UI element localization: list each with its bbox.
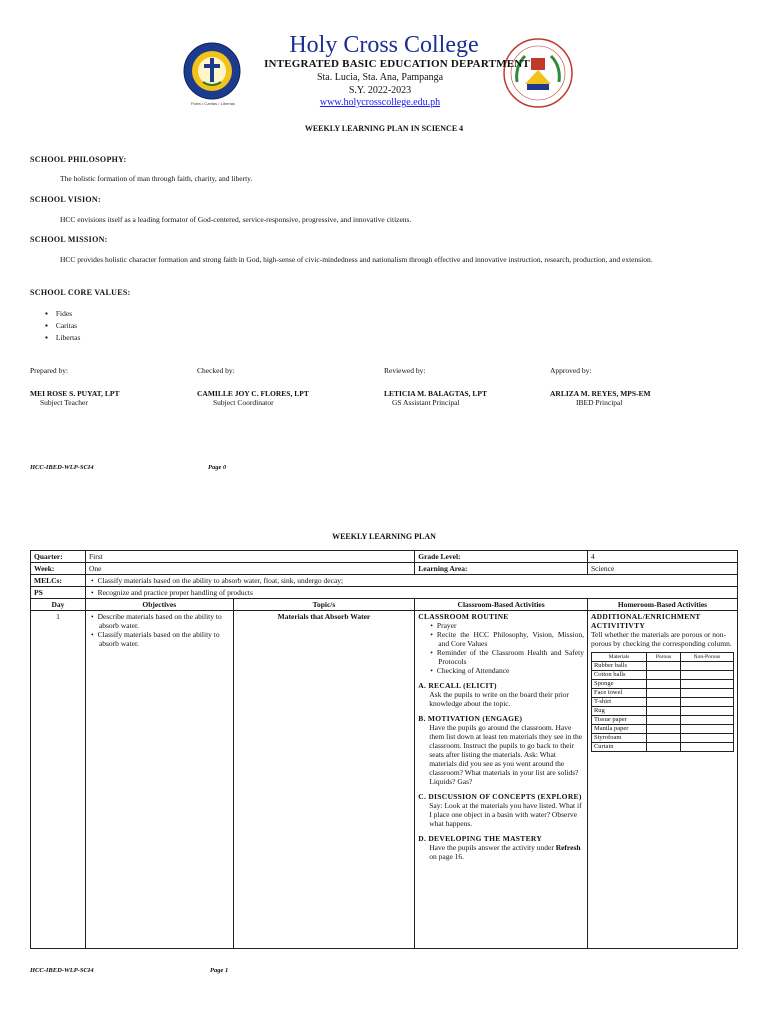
routine-item: • Recite the HCC Philosophy, Vision, Mission, and Core Values xyxy=(428,630,584,648)
college-name: Holy Cross College xyxy=(289,32,479,58)
table-header-row xyxy=(31,599,738,611)
mastery-refresh: Refresh xyxy=(555,843,581,852)
plan-title: WEEKLY LEARNING PLAN xyxy=(332,532,436,541)
ps-value: • Recognize and practice proper handling of products xyxy=(89,588,734,597)
material-name: Rubber balls xyxy=(591,662,646,671)
porous-table xyxy=(591,652,734,752)
signatory-role: Prepared by: xyxy=(30,366,69,375)
material-name: Curtain xyxy=(591,743,646,752)
day-value: 1 xyxy=(31,611,86,949)
objectives-list xyxy=(89,612,230,648)
routine-item: • Checking of Attendance xyxy=(428,666,584,675)
signatory-name: CAMILLE JOY C. FLORES, LPT xyxy=(197,389,309,398)
table-row xyxy=(591,689,733,698)
melcs-value: • Classify materials based on the ability to absorb water, float, sink, undergo decay; xyxy=(89,576,734,585)
signatory-title: IBED Principal xyxy=(576,398,623,407)
table-row xyxy=(591,734,733,743)
column-header: Topic/s xyxy=(233,599,415,611)
recall-body: Ask the pupils to write on the board their prior knowledge about the topic. xyxy=(429,690,570,708)
signatory-role: Approved by: xyxy=(550,366,592,375)
signatory-checked xyxy=(197,366,377,407)
school-year: S.Y. 2022-2023 xyxy=(348,85,412,96)
mission-label: SCHOOL MISSION: xyxy=(30,235,108,244)
signatory-title: GS Assistant Principal xyxy=(392,398,460,407)
mastery-text: Have the pupils answer the activity under xyxy=(429,843,554,852)
porous-cell[interactable] xyxy=(646,680,680,689)
signatory-title: Subject Coordinator xyxy=(213,398,274,407)
table-row xyxy=(591,662,733,671)
non-porous-cell[interactable] xyxy=(680,671,733,680)
non-porous-cell[interactable] xyxy=(680,743,733,752)
objective-item: • Describe materials based on the ability to absorb water. xyxy=(89,612,230,630)
motivation-body: Have the pupils go around the classroom. Have them list down at least ten materials they see in the classroom. Instruct the pupils to go back to their seats after listing the materials. Ask: What materials did you see as you went around the classroom? What materials in your list are solids? Liquids? Gas? xyxy=(429,723,583,786)
table-row xyxy=(591,743,733,752)
table-row xyxy=(591,716,733,725)
mission-text: HCC provides holistic character formation and strong faith in God, high-sense of civic-mindedness and nationalism through effective and innovative instruction, research, production, and extension. xyxy=(60,255,653,264)
material-name: T-shirt xyxy=(591,698,646,707)
document-title: WEEKLY LEARNING PLAN IN SCIENCE 4 xyxy=(304,124,464,133)
signatory-role: Checked by: xyxy=(197,366,235,375)
non-porous-cell[interactable] xyxy=(680,716,733,725)
signatory-prepared xyxy=(30,366,210,407)
core-values-list xyxy=(45,308,80,344)
motivation-heading: B. MOTIVATION (ENGAGE) xyxy=(418,714,523,723)
column-header: Homeroom-Based Activities xyxy=(587,599,737,611)
philosophy-text: The holistic formation of man through faith, charity, and liberty. xyxy=(60,174,253,183)
non-porous-cell[interactable] xyxy=(680,698,733,707)
non-porous-cell[interactable] xyxy=(680,734,733,743)
footer-code: HCC-IBED-WLP-SCI4 xyxy=(30,967,94,974)
core-values-label: SCHOOL CORE VALUES: xyxy=(30,288,131,297)
table-row xyxy=(31,611,738,949)
signatory-role: Reviewed by: xyxy=(384,366,426,375)
quarter-label: Quarter: xyxy=(31,551,86,563)
table-row xyxy=(31,563,738,575)
melcs-label: MELCs: xyxy=(31,575,86,587)
routine-item: • Prayer xyxy=(428,621,584,630)
signatory-name: LETICIA M. BALAGTAS, LPT xyxy=(384,389,488,398)
porous-cell[interactable] xyxy=(646,707,680,716)
ps-label: PS xyxy=(31,587,86,599)
recall-heading: A. RECALL (ELICIT) xyxy=(418,681,497,690)
non-porous-cell[interactable] xyxy=(680,707,733,716)
table-row xyxy=(591,671,733,680)
porous-header: Porous xyxy=(646,653,680,662)
non-porous-cell[interactable] xyxy=(680,662,733,671)
homeroom-instruction: Tell whether the materials are porous or non-porous by checking the corresponding column. xyxy=(590,630,732,648)
material-name: Face towel xyxy=(591,689,646,698)
non-porous-header: Non-Porous xyxy=(680,653,733,662)
material-name: Tissue paper xyxy=(591,716,646,725)
area-label: Learning Area: xyxy=(415,563,588,575)
mastery-text-end: on page 16. xyxy=(429,852,465,861)
column-header: Classroom-Based Activities xyxy=(415,599,588,611)
material-name: Manila paper xyxy=(591,725,646,734)
porous-cell[interactable] xyxy=(646,671,680,680)
materials-header: Materials xyxy=(591,653,646,662)
logo-motto: Fides • Caritas • Libertas xyxy=(191,101,235,106)
routine-heading: CLASSROOM ROUTINE xyxy=(418,612,509,621)
vision-text: HCC envisions itself as a leading formator of God-centered, service-responsive, progressive, and innovative citizens. xyxy=(60,215,412,224)
week-value: One xyxy=(85,563,414,575)
table-row xyxy=(591,698,733,707)
material-name: Sponge xyxy=(591,680,646,689)
core-value-item: ▪ Fides xyxy=(45,308,80,320)
signatory-name: ARLIZA M. REYES, MPS-EM xyxy=(550,389,651,398)
grade-value: 4 xyxy=(587,551,737,563)
grade-label: Grade Level: xyxy=(415,551,588,563)
area-value: Science xyxy=(587,563,737,575)
column-header: Day xyxy=(31,599,86,611)
discussion-body: Say: Look at the materials you have listed. What if I place one object in a basin with water? Observe what happens. xyxy=(429,801,582,828)
table-header-row xyxy=(591,653,733,662)
porous-cell[interactable] xyxy=(646,743,680,752)
homeroom-heading: ADDITIONAL/ENRICHMENT ACTIVITIVTY xyxy=(590,612,701,630)
routine-list xyxy=(418,621,584,675)
table-row xyxy=(31,575,738,587)
table-row xyxy=(31,587,738,599)
classroom-activities xyxy=(415,611,588,949)
signatory-approved xyxy=(550,366,730,407)
porous-cell[interactable] xyxy=(646,734,680,743)
quarter-value: First xyxy=(85,551,414,563)
footer-page-number: Page 1 xyxy=(210,967,229,974)
mastery-body xyxy=(418,843,584,861)
vision-label: SCHOOL VISION: xyxy=(30,195,101,204)
routine-item: • Reminder of the Classroom Health and Safety Protocols xyxy=(428,648,584,666)
website-link[interactable]: www.holycrosscollege.edu.ph xyxy=(319,97,441,108)
mastery-heading: D. DEVELOPING THE MASTERY xyxy=(418,834,543,843)
learning-plan-table xyxy=(30,550,738,949)
philosophy-label: SCHOOL PHILOSOPHY: xyxy=(30,155,127,164)
signatory-reviewed xyxy=(384,366,564,407)
non-porous-cell[interactable] xyxy=(680,725,733,734)
material-name: Rug xyxy=(591,707,646,716)
column-header: Objectives xyxy=(85,599,233,611)
footer-code: HCC-IBED-WLP-SCI4 xyxy=(30,464,94,471)
porous-cell[interactable] xyxy=(646,716,680,725)
table-row xyxy=(591,725,733,734)
porous-cell[interactable] xyxy=(646,725,680,734)
core-value-item: ▪ Libertas xyxy=(45,332,80,344)
objective-item: • Classify materials based on the ability to absorb water. xyxy=(89,630,230,648)
non-porous-cell[interactable] xyxy=(680,680,733,689)
discussion-heading: C. DISCUSSION OF CONCEPTS (EXPLORE) xyxy=(418,792,582,801)
footer-page-number: Page 0 xyxy=(208,464,227,471)
porous-cell[interactable] xyxy=(646,698,680,707)
topic-value: Materials that Absorb Water xyxy=(233,611,415,949)
table-row xyxy=(591,707,733,716)
signatory-title: Subject Teacher xyxy=(40,398,88,407)
address: Sta. Lucia, Sta. Ana, Pampanga xyxy=(316,72,444,83)
table-row xyxy=(591,680,733,689)
porous-cell[interactable] xyxy=(646,662,680,671)
core-value-item: ▪ Caritas xyxy=(45,320,80,332)
porous-cell[interactable] xyxy=(646,689,680,698)
table-row xyxy=(31,551,738,563)
material-name: Styrofoam xyxy=(591,734,646,743)
non-porous-cell[interactable] xyxy=(680,689,733,698)
week-label: Week: xyxy=(31,563,86,575)
department-name: INTEGRATED BASIC EDUCATION DEPARTMENT xyxy=(264,58,530,70)
signatory-name: MEI ROSE S. PUYAT, LPT xyxy=(30,389,120,398)
material-name: Cotton balls xyxy=(591,671,646,680)
homeroom-activities xyxy=(587,611,737,949)
